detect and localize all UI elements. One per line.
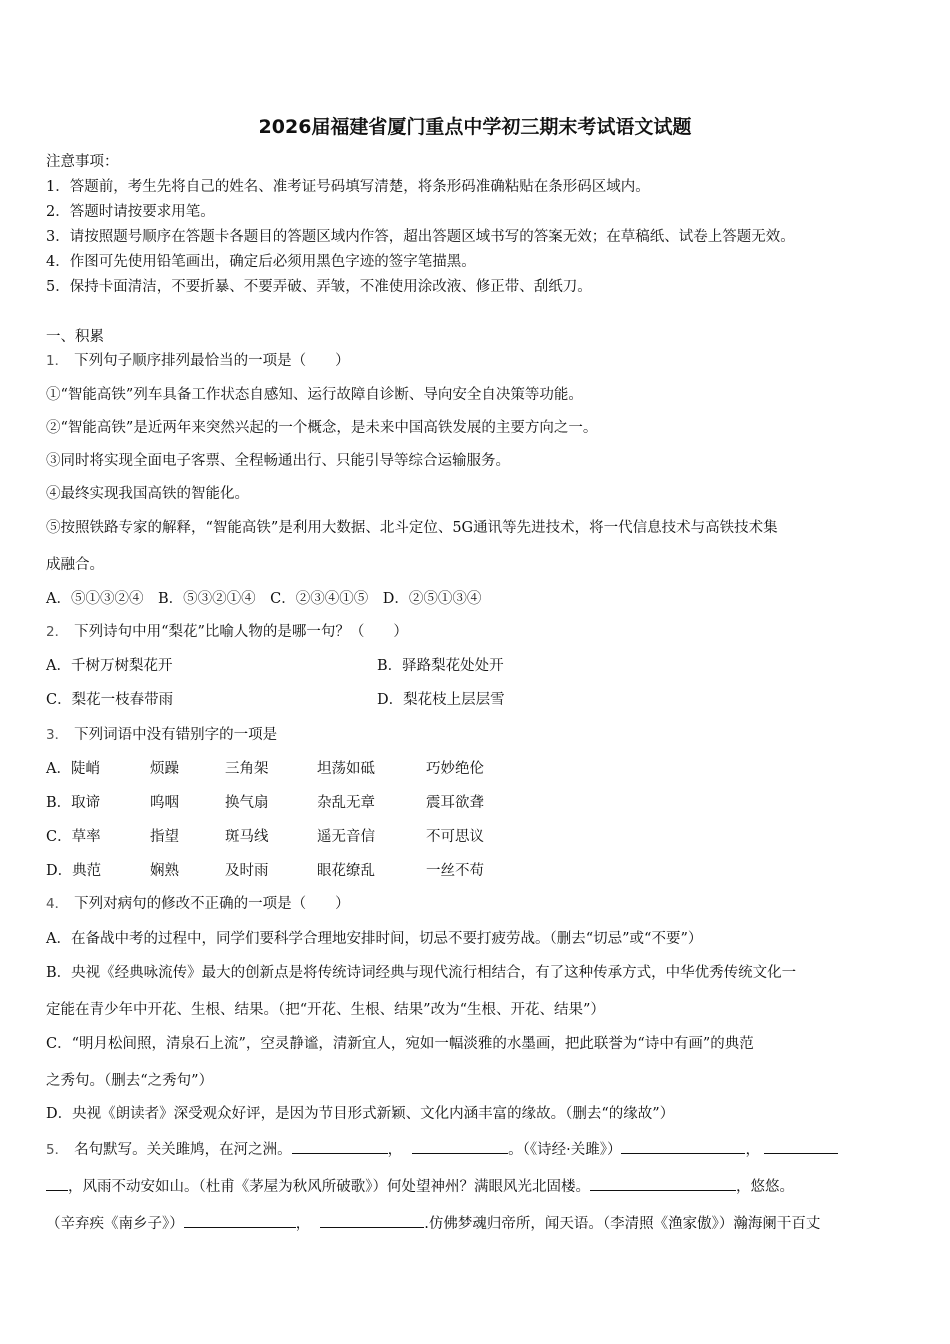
question-text: .仿佛梦魂归帝所，闻天语。（李清照《渔家傲》）瀚海阑干百丈 [424,1216,821,1232]
question-number: 2． [46,624,69,640]
fill-blank[interactable] [412,1139,508,1154]
question-number: 5． [46,1142,69,1158]
word: 娴熟 [150,863,179,879]
question-text: 下列词语中没有错别字的一项是 [74,727,278,743]
q4-option-d: D．央视《朗读者》深受观众好评，是因为节目形式新颖、文化内涵丰富的缘故。（删去“的缘故”） [46,1106,675,1122]
word: 烦躁 [150,761,179,777]
word: 斑马线 [225,829,269,845]
question-5-line-3 [46,1213,820,1234]
q1-options: A．⑤①③②④ B．⑤③②①④ C．②③④①⑤ D．②⑤①③④ [46,591,482,607]
word: A．陡峭 [46,761,100,777]
word: C．草率 [46,829,101,845]
question-number: 3． [46,727,69,743]
fill-blank[interactable] [184,1213,296,1228]
q1-item: ②“智能高铁”是近两年来突然兴起的一个概念，是未来中国高铁发展的主要方向之一。 [46,420,598,436]
q1-item: ③同时将实现全面电子客票、全程畅通出行、只能引导等综合运输服务。 [46,453,510,469]
punct: ， [387,1142,403,1158]
question-number: 1． [46,353,69,369]
word: 呜咽 [150,795,179,811]
q4-option-a: A．在备战中考的过程中，同学们要科学合理地安排时间，切忌不要打疲劳战。（删去“切忌”或“不要”） [46,931,703,947]
word: 坦荡如砥 [317,761,375,777]
word: D．典范 [46,863,102,879]
q4-option-b: B．央视《经典咏流传》最大的创新点是将传统诗词经典与现代流行相结合，有了这种传承方式，中华优秀传统文化一 [46,965,797,981]
question-text: 下列句子顺序排列最恰当的一项是（ ） [74,353,350,369]
punct: ， [295,1216,311,1232]
notice-item: 5．保持卡面清洁，不要折暴、不要弄破、弄皱，不准使用涂改液、修正带、刮纸刀。 [46,279,592,295]
word: 不可思议 [426,829,484,845]
notice-item: 1．答题前，考生先将自己的姓名、准考证号码填写清楚，将条形码准确粘贴在条形码区域内。 [46,179,650,195]
q4-option-c-cont: 之秀句。（删去“之秀句”） [46,1073,214,1089]
question-text: ，悠悠。 [736,1179,794,1195]
page-title: 2026届福建省厦门重点中学初三期末考试语文试题 [258,116,692,138]
q4-option-b-cont: 定能在青少年中开花、生根、结果。（把“开花、生根、结果”改为“生根、开花、结果”） [46,1002,605,1018]
question-text: 。（《诗经·关雎》） [508,1142,622,1158]
question-3-stem [46,725,277,745]
word: B．取谛 [46,795,101,811]
section-heading: 一、积累 [46,329,104,345]
word: 眼花缭乱 [317,863,375,879]
fill-blank[interactable] [764,1139,838,1154]
word: 一丝不苟 [426,863,484,879]
question-text: 名句默写。关关雎鸠，在河之洲。 [74,1142,292,1158]
question-number: 4． [46,896,69,912]
q2-option-b: B．驿路梨花处处开 [377,658,504,674]
q1-item: ⑤按照铁路专家的解释，“智能高铁”是利用大数据、北斗定位、5G通讯等先进技术，将一代信息技术与高铁技术集 [46,520,778,536]
question-5-line-2 [46,1176,794,1197]
fill-blank[interactable] [621,1139,745,1154]
fill-blank[interactable] [320,1213,424,1228]
question-1-stem [46,351,350,371]
q1-item: 成融合。 [46,557,104,573]
question-4-stem [46,894,350,914]
question-text: ，风雨不动安如山。（杜甫《茅屋为秋风所破歌》）何处望神州？满眼风光北固楼。 [68,1179,590,1195]
word: 换气扇 [225,795,269,811]
question-text: 下列对病句的修改不正确的一项是（ ） [74,896,350,912]
fill-blank[interactable] [292,1139,388,1154]
word: 指望 [150,829,179,845]
fill-blank[interactable] [46,1176,68,1191]
word: 及时雨 [225,863,269,879]
notice-item: 3．请按照题号顺序在答题卡各题目的答题区域内作答，超出答题区域书写的答案无效；在草稿纸、试卷上答题无效。 [46,229,795,245]
question-text: 下列诗句中用“梨花”比喻人物的是哪一句？（ ） [74,624,408,640]
word: 杂乱无章 [317,795,375,811]
notice-heading: 注意事项： [46,154,119,170]
word: 震耳欲聋 [426,795,484,811]
q4-option-c: C．“明月松间照，清泉石上流”，空灵静谧，清新宜人，宛如一幅淡雅的水墨画，把此联誉为“诗中有画”的典范 [46,1036,754,1052]
q1-item: ①“智能高铁”列车具备工作状态自感知、运行故障自诊断、导向安全自决策等功能。 [46,387,583,403]
fill-blank[interactable] [590,1176,736,1191]
q1-item: ④最终实现我国高铁的智能化。 [46,486,249,502]
word: 遥无音信 [317,829,375,845]
notice-item: 2．答题时请按要求用笔。 [46,204,215,220]
word: 巧妙绝伦 [426,761,484,777]
word: 三角架 [225,761,269,777]
question-5-line-1 [46,1139,838,1160]
punct: ， [745,1142,760,1158]
question-text: （辛弃疾《南乡子》） [46,1216,184,1232]
question-2-stem [46,622,408,642]
q2-option-a: A．千树万树梨花开 [46,658,173,674]
q2-option-d: D．梨花枝上层层雪 [377,692,505,708]
notice-item: 4．作图可先使用铅笔画出，确定后必须用黑色字迹的签字笔描黑。 [46,254,476,270]
q2-option-c: C．梨花一枝春带雨 [46,692,174,708]
